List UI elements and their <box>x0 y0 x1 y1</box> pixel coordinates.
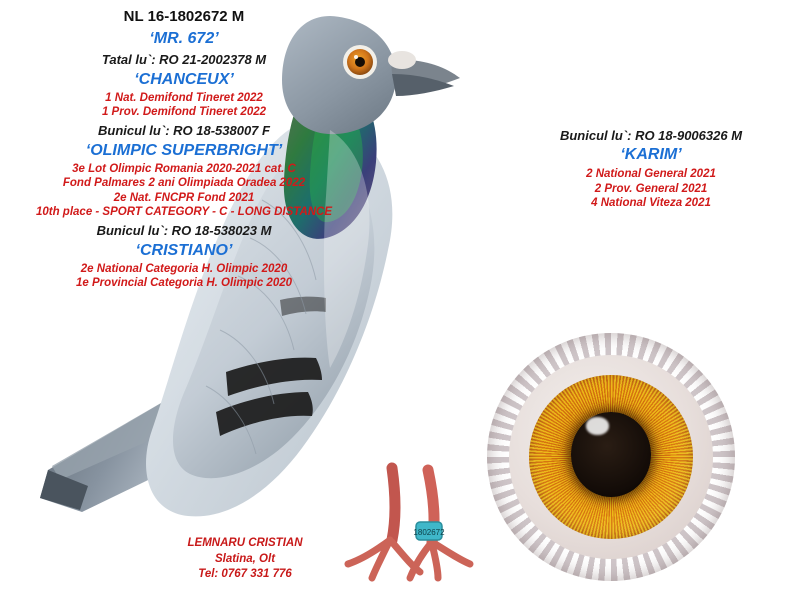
breeder-phone: Tel: 0767 331 776 <box>198 568 292 581</box>
father-name: ‘CHANCEUX’ <box>134 71 234 88</box>
karim-result-1: 2 National General 2021 <box>586 168 716 181</box>
pigeon-name: ‘MR. 672’ <box>149 29 219 47</box>
father-result-1: 1 Nat. Demifond Tineret 2022 <box>105 92 263 104</box>
grandfather-name: ‘CRISTIANO’ <box>135 241 233 259</box>
eye-closeup-photo <box>487 333 735 581</box>
grandmother-name: ‘OLIMPIC SUPERBRIGHT’ <box>85 142 283 159</box>
karim-name: ‘KARIM’ <box>620 146 682 164</box>
pigeon-beak <box>388 51 460 96</box>
karim-band: Bunicul lu`: RO 18-9006326 M <box>559 128 743 143</box>
breeder-name: LEMNARU CRISTIAN <box>187 537 303 549</box>
grandmother-result-3: 2e Nat. FNCPR Fond 2021 <box>113 191 255 204</box>
grandmother-band: Bunicul lu`: RO 18-538007 F <box>98 122 270 138</box>
grandfather-result-2: 1e Provincial Categoria H. Olimpic 2020 <box>75 277 293 290</box>
right-pedigree-block <box>508 128 794 210</box>
grandmother-result-2: Fond Palmares 2 ani Olimpiada Oradea 2022 <box>62 177 306 190</box>
band-number: NL 16-1802672 M <box>123 8 245 25</box>
karim-result-3: 4 National Viteza 2021 <box>591 197 711 209</box>
breeder-city: Slatina, Olt <box>214 552 276 565</box>
father-result-2: 1 Prov. Demifond Tineret 2022 <box>101 106 267 119</box>
left-pedigree-block <box>4 8 364 291</box>
grandfather-band: Bunicul lu`: RO 18-538023 M <box>96 222 272 238</box>
father-band: Tatal lu`: RO 21-2002378 M <box>101 51 267 67</box>
grandmother-result-4: 10th place - SPORT CATEGORY - C - LONG DISTANCE <box>35 206 333 219</box>
eye-highlight <box>586 417 608 434</box>
grandmother-result-1: 3e Lot Olimpic Romania 2020-2021 cat. C <box>72 163 296 175</box>
breeder-block <box>120 536 370 583</box>
grandfather-result-1: 2e National Categoria H. Olimpic 2020 <box>80 262 288 275</box>
svg-text:1802672: 1802672 <box>413 528 445 537</box>
eye-pupil <box>571 412 650 496</box>
leg-ring <box>413 522 445 540</box>
karim-result-2: 2 Prov. General 2021 <box>594 182 708 195</box>
